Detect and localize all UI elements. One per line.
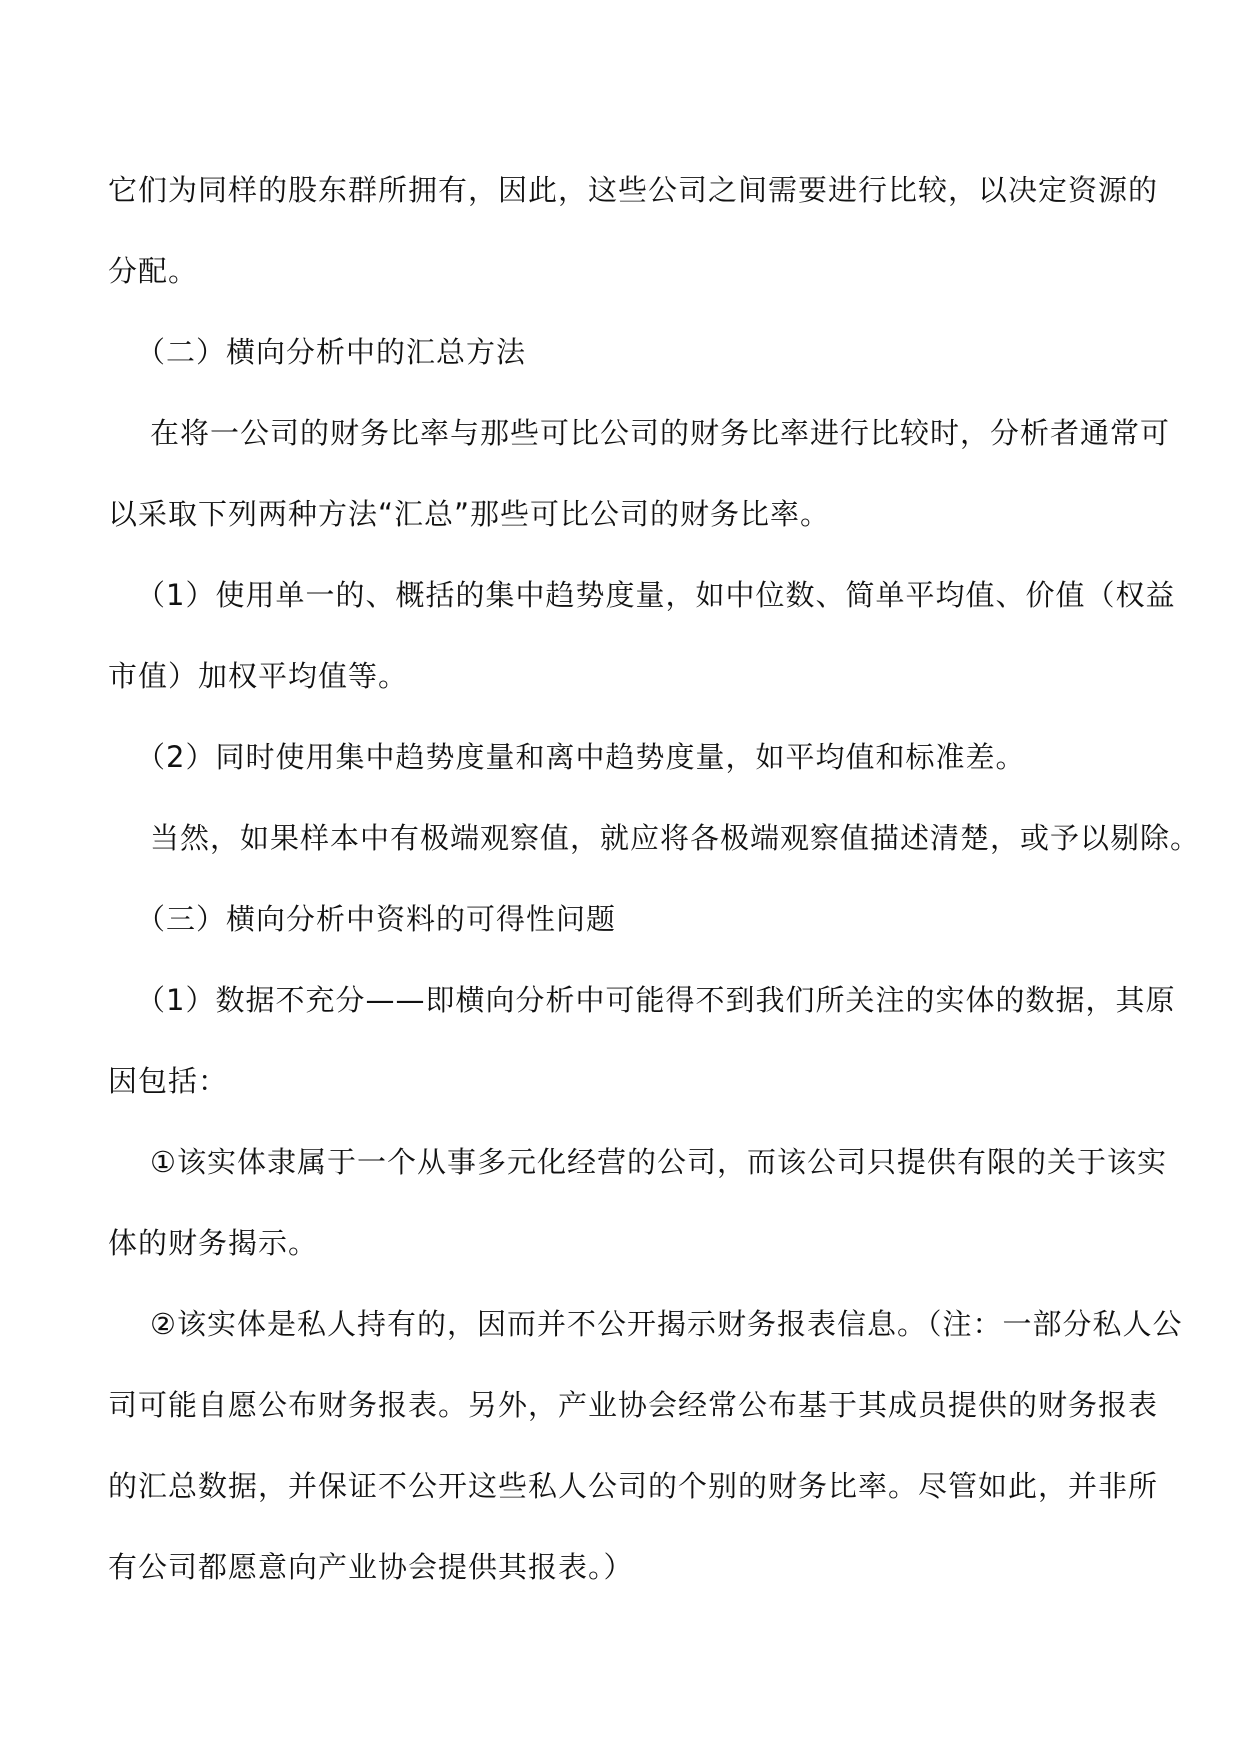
list-item-line: 因包括：	[108, 1064, 229, 1098]
list-item-line: 体的财务揭示。	[108, 1226, 319, 1260]
list-item-line: 司可能自愿公布财务报表。另外，产业协会经常公布基于其成员提供的财务报表	[108, 1388, 1159, 1422]
list-item-line: （2）同时使用集中趋势度量和离中趋势度量，如平均值和标准差。	[136, 740, 1026, 774]
paragraph-line: 在将一公司的财务比率与那些可比公司的财务比率进行比较时，分析者通常可	[150, 416, 1171, 450]
section-heading: （三）横向分析中资料的可得性问题	[136, 902, 617, 936]
list-item-line: ②该实体是私人持有的，因而并不公开揭示财务报表信息。（注：一部分私人公	[150, 1307, 1183, 1341]
list-item-line: ①该实体隶属于一个从事多元化经营的公司，而该公司只提供有限的关于该实	[150, 1145, 1167, 1179]
list-item-line: （1）数据不充分——即横向分析中可能得不到我们所关注的实体的数据，其原	[136, 983, 1176, 1017]
paragraph-line: 分配。	[108, 254, 199, 288]
list-item-line: 的汇总数据，并保证不公开这些私人公司的个别的财务比率。尽管如此，并非所	[108, 1469, 1159, 1503]
paragraph-line: 以采取下列两种方法“汇总”那些可比公司的财务比率。	[108, 497, 831, 531]
paragraph-line: 当然，如果样本中有极端观察值，就应将各极端观察值描述清楚，或予以剔除。	[150, 821, 1201, 855]
list-item-line: 市值）加权平均值等。	[108, 659, 409, 693]
paragraph-line: 它们为同样的股东群所拥有，因此，这些公司之间需要进行比较，以决定资源的	[108, 173, 1159, 207]
list-item-line: 有公司都愿意向产业协会提供其报表。）	[108, 1550, 634, 1584]
section-heading: （二）横向分析中的汇总方法	[136, 335, 527, 369]
list-item-line: （1）使用单一的、概括的集中趋势度量，如中位数、简单平均值、价值（权益	[136, 578, 1176, 612]
